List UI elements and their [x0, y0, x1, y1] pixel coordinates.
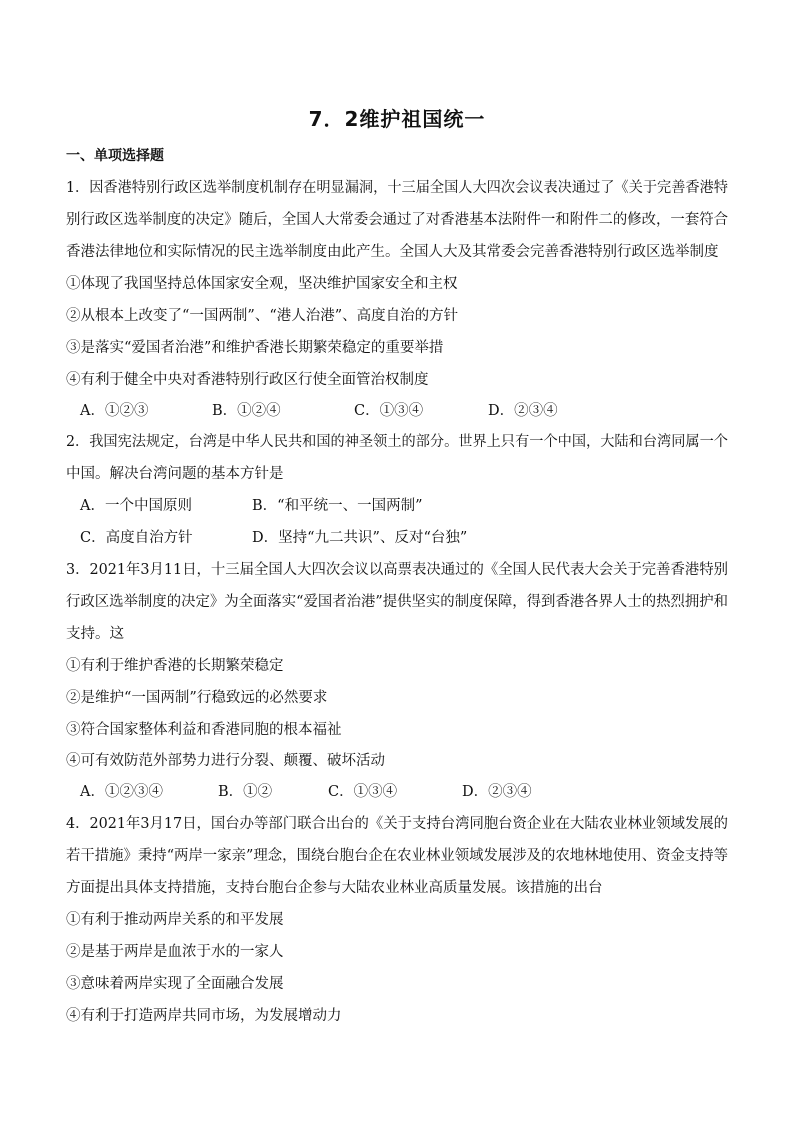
question-3-choice-a[interactable]: A．①②③④: [80, 784, 163, 800]
question-3-text-line-2: 行政区选举制度的决定》为全面落实“爱国者治港”提供坚实的制度保障，得到香港各界人士的热烈拥护和: [66, 594, 728, 610]
question-3-text-line-3: 支持。这: [66, 626, 124, 642]
question-3-choice-d[interactable]: D．②③④: [462, 784, 532, 800]
question-4-statement-4: ④有利于打造两岸共同市场，为发展增动力: [66, 1008, 342, 1024]
question-1-choice-b[interactable]: B．①②④: [212, 403, 281, 419]
question-1-choice-d[interactable]: D．②③④: [488, 403, 558, 419]
question-2-choice-a[interactable]: A．一个中国原则: [80, 498, 192, 514]
question-3-choice-b[interactable]: B．①②: [218, 784, 273, 800]
question-1-statement-4: ④有利于健全中央对香港特别行政区行使全面管治权制度: [66, 372, 429, 388]
question-4-text-line-2: 若干措施》秉持“两岸一家亲”理念，围绕台胞台企在农业林业领域发展涉及的农地林地使用、资金支持等: [66, 848, 728, 864]
question-4-statement-2: ②是基于两岸是血浓于水的一家人: [66, 944, 284, 960]
question-1-text-line-2: 别行政区选举制度的决定》随后，全国人大常委会通过了对香港基本法附件一和附件二的修改，一套符合: [66, 212, 728, 228]
question-2-choice-b[interactable]: B．“和平统一、一国两制”: [252, 498, 423, 514]
question-4-statement-3: ③意味着两岸实现了全面融合发展: [66, 976, 284, 992]
question-1-choice-c[interactable]: C．①③④: [354, 403, 424, 419]
question-1-statement-3: ③是落实“爱国者治港”和维护香港长期繁荣稳定的重要举措: [66, 340, 444, 356]
question-3-choice-c[interactable]: C．①③④: [328, 784, 398, 800]
question-3-text-line-1: 3．2021年3月11日，十三届全国人大四次会议以高票表决通过的《全国人民代表大会关于完善香港特别: [66, 562, 728, 578]
question-2-text-line-2: 中国。解决台湾问题的基本方针是: [66, 466, 284, 482]
question-1-text-line-3: 香港法律地位和实际情况的民主选举制度由此产生。全国人大及其常委会完善香港特别行政区选举制度: [66, 244, 719, 260]
question-2-choice-c[interactable]: C．高度自治方针: [80, 530, 193, 546]
page-title: 7．2维护祖国统一: [308, 107, 486, 131]
question-4-text-line-3: 方面提出具体支持措施，支持台胞台企参与大陆农业林业高质量发展。该措施的出台: [66, 880, 603, 896]
section-heading: 一、单项选择题: [66, 148, 164, 164]
question-1-statement-2: ②从根本上改变了“一国两制”、“港人治港”、高度自治的方针: [66, 308, 459, 324]
question-3-statement-2: ②是维护“一国两制”行稳致远的必然要求: [66, 690, 328, 706]
question-3-statement-1: ①有利于维护香港的长期繁荣稳定: [66, 658, 284, 674]
question-4-text-line-1: 4．2021年3月17日，国台办等部门联合出台的《关于支持台湾同胞台资企业在大陆农业林业领域发展的: [66, 816, 728, 832]
question-1-statement-1: ①体现了我国坚持总体国家安全观，坚决维护国家安全和主权: [66, 276, 458, 292]
question-3-statement-4: ④可有效防范外部势力进行分裂、颠覆、破坏活动: [66, 753, 385, 769]
question-4-statement-1: ①有利于推动两岸关系的和平发展: [66, 912, 284, 928]
question-3-statement-3: ③符合国家整体利益和香港同胞的根本福祉: [66, 722, 342, 738]
question-1-text-line-1: 1．因香港特别行政区选举制度机制存在明显漏洞，十三届全国人大四次会议表决通过了《关于完善香港特: [66, 180, 728, 196]
question-1-choice-a[interactable]: A．①②③: [80, 403, 149, 419]
question-2-text-line-1: 2．我国宪法规定，台湾是中华人民共和国的神圣领土的部分。世界上只有一个中国，大陆和台湾同属一个: [66, 434, 728, 450]
question-2-choice-d[interactable]: D．坚持“九二共识”、反对“台独”: [252, 530, 468, 546]
